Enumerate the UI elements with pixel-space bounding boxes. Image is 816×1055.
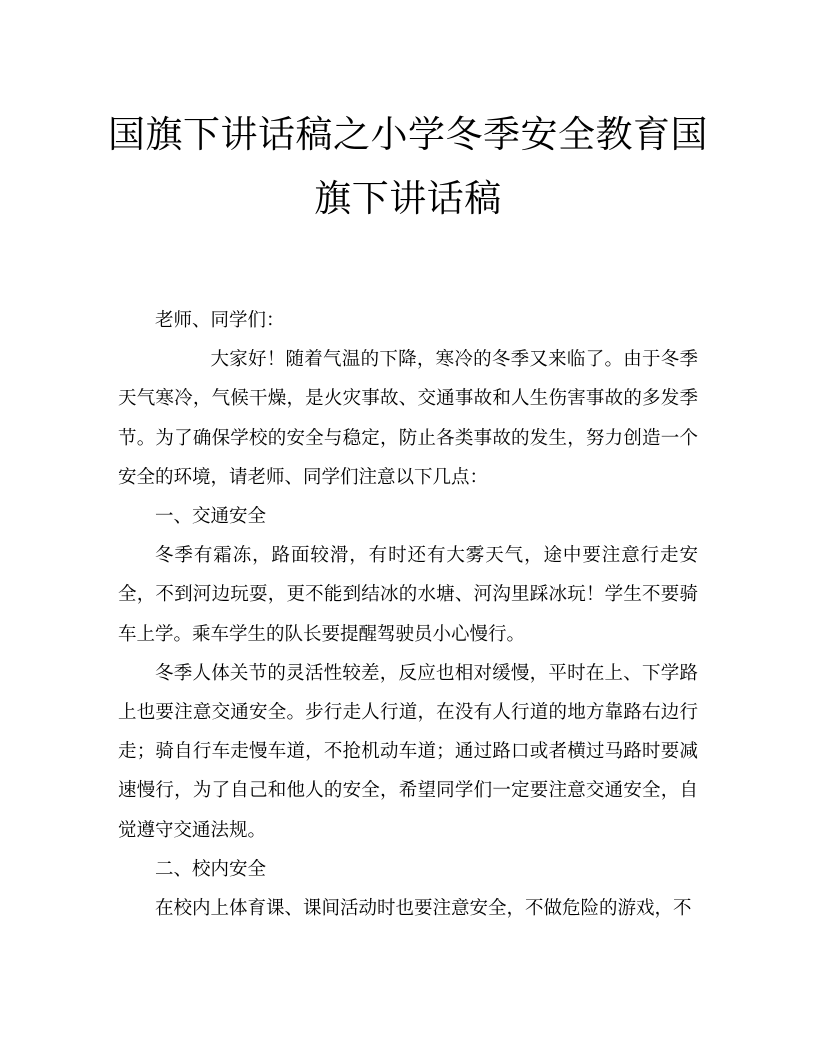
section-heading-campus: 二、校内安全: [155, 858, 267, 880]
document-body: [118, 301, 698, 928]
title-line-1: 国旗下讲话稿之小学冬季安全教育国: [108, 113, 708, 156]
salutation: 老师、同学们：: [155, 310, 285, 331]
paragraph-campus-1: 在校内上体育课、课间活动时也要注意安全，不做危险的游戏，不: [155, 898, 692, 920]
paragraph-traffic-1: 冬季有霜冻，路面较滑，有时还有大雾天气，途中要注意行走安全，不到河边玩耍，更不能到结冰的水塘、河沟里踩冰玩！学生不要骑车上学。乘车学生的队长要提醒驾驶员小心慢行。: [118, 545, 698, 645]
paragraph-greeting: 大家好！随着气温的下降，寒冷的冬季又来临了。由于冬季天气寒冷，气候干燥，是火灾事故、交通事故和人生伤害事故的多发季节。为了确保学校的安全与稳定，防止各类事故的发生，努力创造一个安全的环境，请老师、同学们注意以下几点：: [118, 349, 698, 488]
paragraph-traffic-2: 冬季人体关节的灵活性较差，反应也相对缓慢，平时在上、下学路上也要注意交通安全。步行走人行道，在没有人行道的地方靠路右边行走；骑自行车走慢车道，不抢机动车道；通过路口或者横过马路时要减速慢行，为了自己和他人的安全，希望同学们一定要注意交通安全，自觉遵守交通法规。: [118, 662, 698, 841]
section-heading-traffic: 一、交通安全: [155, 506, 267, 528]
title-line-2: 旗下讲话稿: [314, 177, 502, 220]
document-title: [100, 103, 716, 231]
